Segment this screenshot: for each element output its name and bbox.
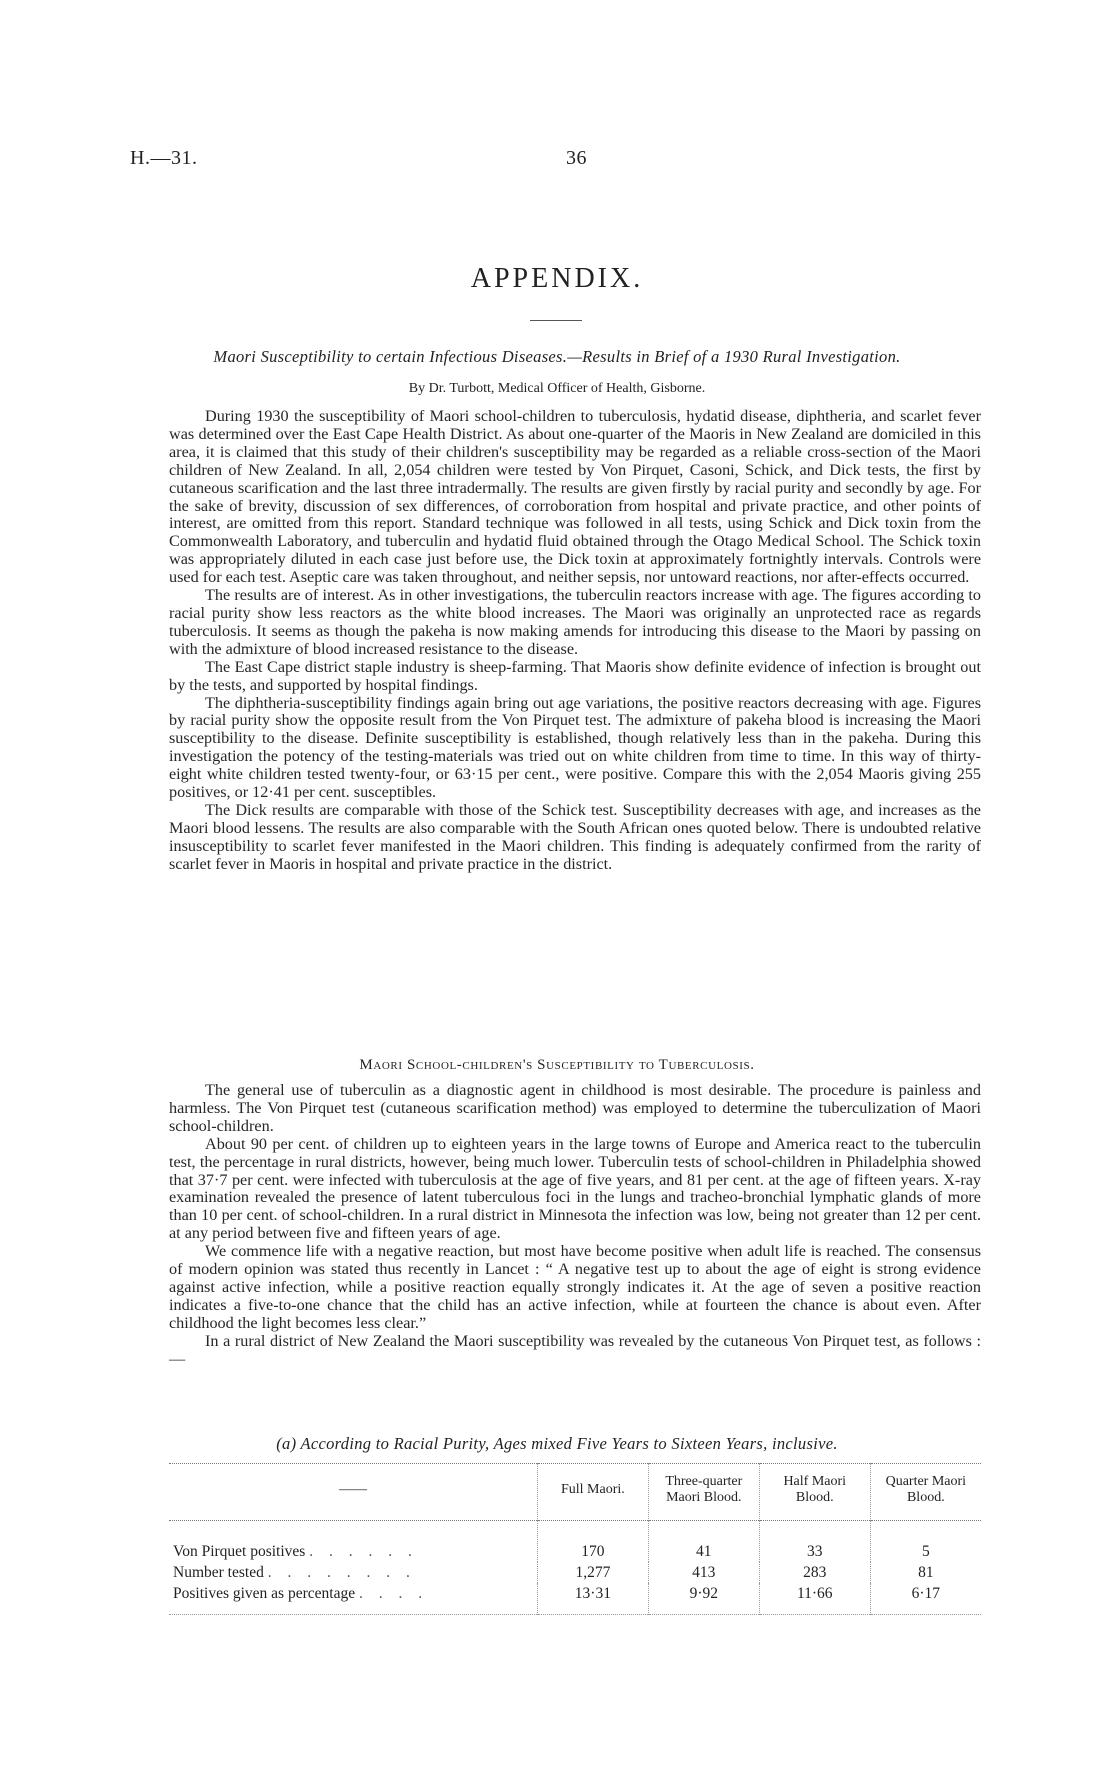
- column-header: Quarter Maori Blood.: [870, 1464, 981, 1521]
- column-header: Three-quarter Maori Blood.: [648, 1464, 759, 1521]
- table-row: [169, 1521, 981, 1563]
- row-label-text: Positives given as percentage: [173, 1585, 356, 1602]
- paragraph: About 90 per cent. of children up to eighteen years in the large towns of Europe and America react to the tuberculin test, the percentage in rural districts, however, being much lower. Tuberculin tests of school-children in Philadelphia showed that 37·7 per cent. were infected with tuberculosis at the age of five years, and 81 per cent. at the age of fifteen years. X-ray examination revealed the presence of latent tuberculous foci in the lungs and tracheo-bronchial lymphatic glands of more than 10 per cent. of school-children. In a rural district in Minnesota the infection was low, being not greater than 12 per cent. at any period between five and fifteen years of age.: [169, 1134, 981, 1243]
- paragraph: We commence life with a negative reaction, but most have become positive when adult life is reached. The consensus of modern opinion was stated thus recently in Lancet : “ A negative test up to about the age of eight is strong evidence against active infection, while a positive reaction equally strongly indicates it. At the age of seven a positive reaction indicates a five-to-one chance that the child has an active infection, while at fourteen the chance is about even. After childhood the light becomes less clear.”: [169, 1242, 981, 1332]
- column-header: Full Maori.: [537, 1464, 648, 1521]
- paragraph: The East Cape district staple industry is sheep-farming. That Maoris show definite evidence of infection is brought out by the tests, and supported by hospital findings.: [169, 657, 981, 694]
- table-corner: ——: [338, 1482, 367, 1497]
- row-label-text: Von Pirquet positives: [173, 1543, 306, 1560]
- table-caption: (a) According to Racial Purity, Ages mixed Five Years to Sixteen Years, inclusive.: [276, 1434, 838, 1453]
- intro-text: [169, 408, 981, 874]
- page-title: APPENDIX.: [470, 263, 644, 294]
- paragraph: The diphtheria-susceptibility findings again bring out age variations, the positive reactors decreasing with age. Figures by racial purity show the opposite result from the Von Pirquet test. The admixture of pakeha blood is increasing the Maori susceptibility to the disease. Definite susceptibility is established, though relatively less than in the pakeha. During this investigation the potency of the testing-materials was tried out on white children from time to time. In this way of thirty-eight white children tested twenty-four, or 63·15 per cent., were positive. Compare this with the 2,054 Maoris giving 255 positives, or 12·41 per cent. susceptibles.: [169, 693, 981, 802]
- table-cell: 81: [870, 1562, 981, 1583]
- paragraph: The general use of tuberculin as a diagnostic agent in childhood is most desirable. The procedure is painless and harmless. The Von Pirquet test (cutaneous scarification method) was employed to determine the tuberculization of Maori school-children.: [169, 1081, 981, 1135]
- racial-purity-table: [169, 1463, 981, 1615]
- dot-leader: . . . . . . . .: [267, 1564, 416, 1581]
- table-cell: 13·31: [537, 1583, 648, 1615]
- table-cell: 41: [648, 1521, 759, 1563]
- section-heading: Maori School-children's Susceptibility to Tuberculosis.: [359, 1057, 755, 1073]
- tuberculosis-text: [169, 1082, 981, 1369]
- table-cell: 413: [648, 1562, 759, 1583]
- page-number: 36: [566, 147, 587, 169]
- table-cell: 9·92: [648, 1583, 759, 1615]
- row-label-text: Number tested: [173, 1564, 264, 1581]
- table-cell: 283: [759, 1562, 870, 1583]
- paragraph: In a rural district of New Zealand the Maori susceptibility was revealed by the cutaneous Von Pirquet test, as follows :—: [169, 1331, 981, 1368]
- article-subtitle: Maori Susceptibility to certain Infectious Diseases.—Results in Brief of a 1930 Rural Investigation.: [213, 347, 901, 366]
- title-divider: [530, 320, 582, 321]
- dot-leader: . . . . . .: [309, 1543, 418, 1560]
- table-header-row: [169, 1464, 981, 1521]
- table-row: [169, 1562, 981, 1583]
- row-label: [169, 1583, 537, 1615]
- column-header: Half Maori Blood.: [759, 1464, 870, 1521]
- dot-leader: . . . .: [358, 1585, 429, 1602]
- table-cell: 11·66: [759, 1583, 870, 1615]
- paragraph: During 1930 the susceptibility of Maori school-children to tuberculosis, hydatid disease, diphtheria, and scarlet fever was determined over the East Cape Health District. As about one-quarter of the Maoris in New Zealand are domiciled in this area, it is claimed that this study of their children's susceptibility may be regarded as a reliable cross-section of the Maori children of New Zealand. In all, 2,054 children were tested by Von Pirquet, Casoni, Schick, and Dick tests, the first by cutaneous scarification and the last three intradermally. The results are given firstly by racial purity and secondly by age. For the sake of brevity, discussion of sex differences, of corroboration from hospital and private practice, and other points of interest, are omitted from this report. Standard technique was followed in all tests, using Schick and Dick toxin from the Commonwealth Laboratory, and tuberculin and hydatid fluid obtained through the Otago Medical School. The Schick toxin was appropriately diluted in each case just before use, the Dick toxin at approximately fortnightly intervals. Controls were used for each test. Aseptic care was taken throughout, and neither sepsis, nor untoward reactions, nor after-effects occurred.: [169, 407, 981, 587]
- row-label: [169, 1562, 537, 1583]
- document-reference: H.—31.: [130, 147, 198, 169]
- table-cell: 1,277: [537, 1562, 648, 1583]
- table-cell: 6·17: [870, 1583, 981, 1615]
- row-label: [169, 1521, 537, 1563]
- table-cell: 5: [870, 1521, 981, 1563]
- table-row: [169, 1583, 981, 1615]
- author-byline: By Dr. Turbott, Medical Officer of Health, Gisborne.: [408, 381, 706, 396]
- table-cell: 33: [759, 1521, 870, 1563]
- paragraph: The Dick results are comparable with those of the Schick test. Susceptibility decreases with age, and increases as the Maori blood lessens. The results are also comparable with the South African ones quoted below. There is undoubted relative insusceptibility to scarlet fever manifested in the Maori children. This finding is adequately confirmed from the rarity of scarlet fever in Maoris in hospital and private practice in the district.: [169, 800, 981, 873]
- paragraph: The results are of interest. As in other investigations, the tuberculin reactors increase with age. The figures according to racial purity show less reactors as the white blood increases. The Maori was originally an unprotected race as regards tuberculosis. It seems as though the pakeha is now making amends for introducing this disease to the Maori by passing on with the admixture of blood increased resistance to the disease.: [169, 586, 981, 658]
- table-cell: 170: [537, 1521, 648, 1563]
